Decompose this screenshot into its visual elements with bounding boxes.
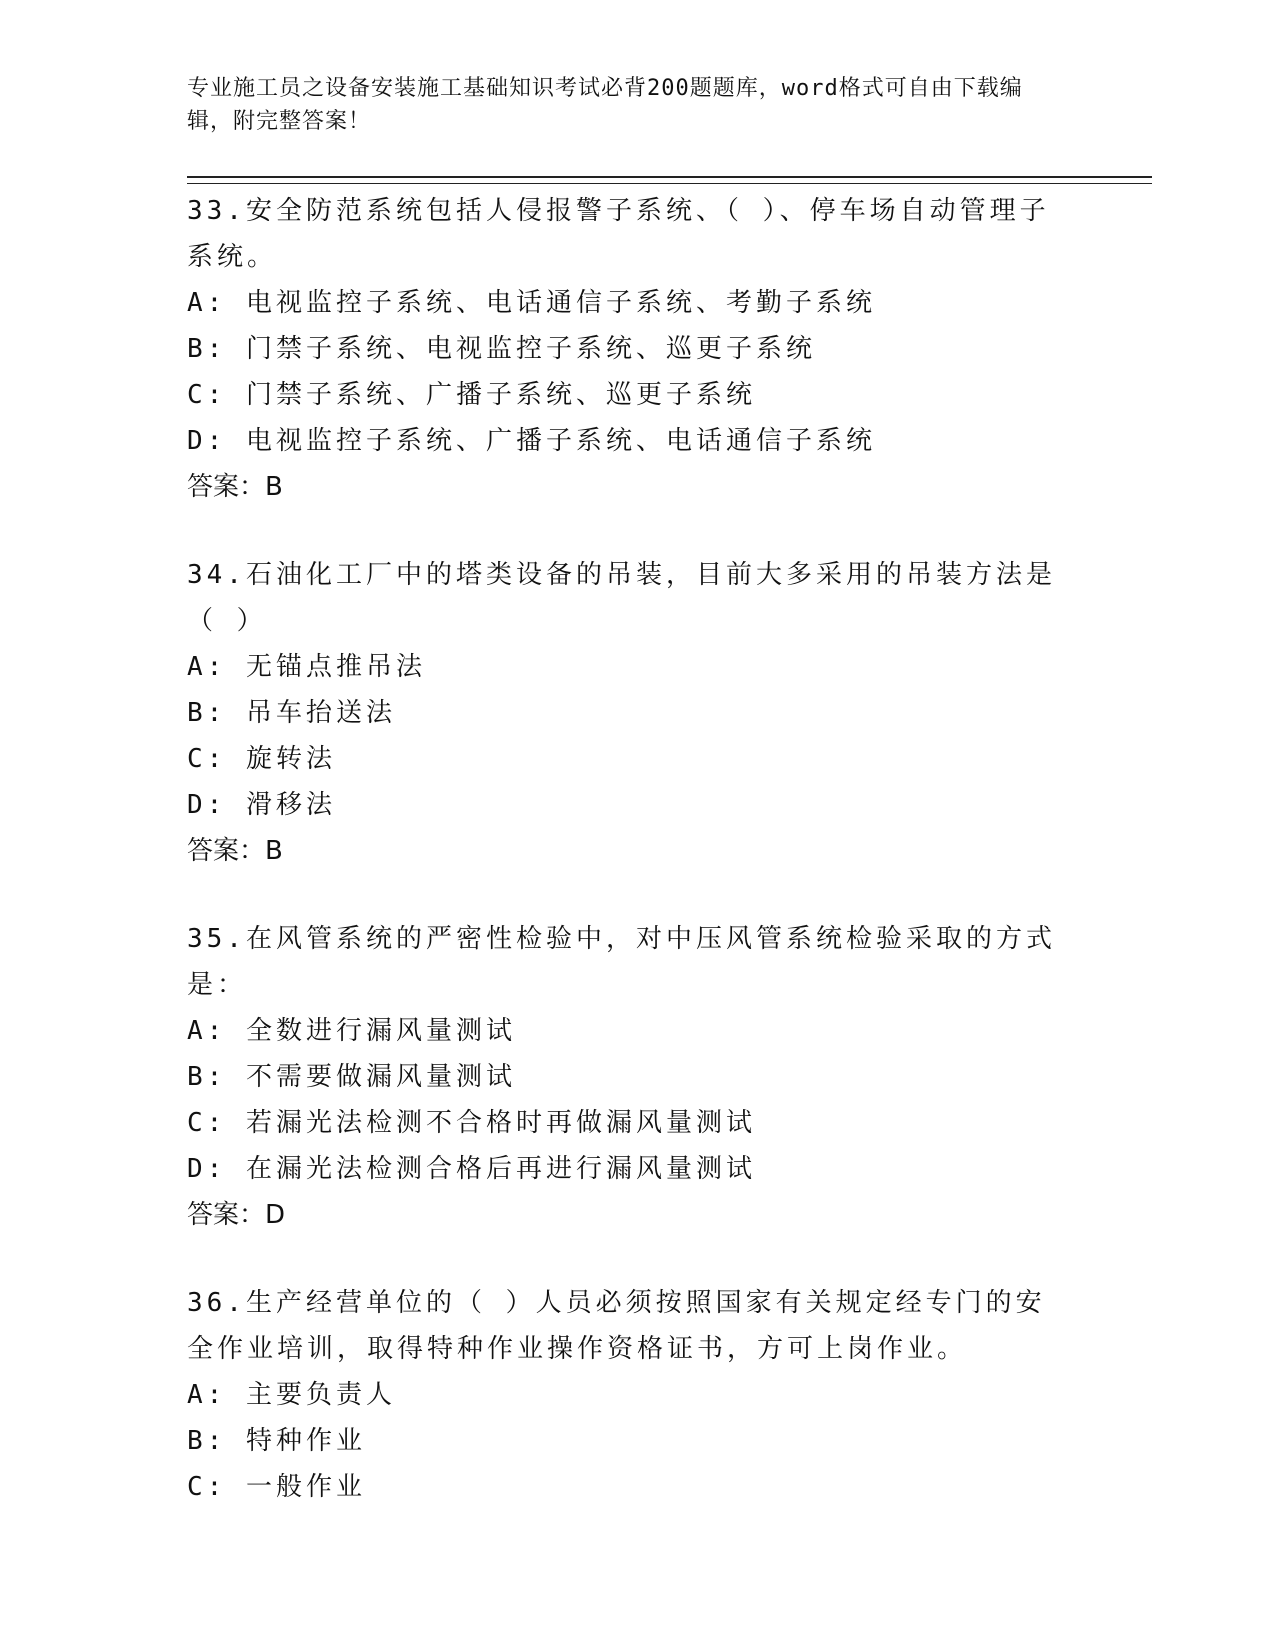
question-stem: 33.安全防范系统包括人侵报警子系统、（ ）、停车场自动管理子系统。 xyxy=(187,196,1050,272)
answer-text: 答案：D xyxy=(187,1200,286,1230)
answer-text: 答案：B xyxy=(187,836,283,866)
option-c: C: 旋转法 xyxy=(187,744,336,774)
option-b: B: 特种作业 xyxy=(187,1426,366,1456)
option-b: B: 不需要做漏风量测试 xyxy=(187,1062,516,1092)
option-c: C: 若漏光法检测不合格时再做漏风量测试 xyxy=(187,1108,756,1138)
page-header xyxy=(187,72,1067,138)
option-d: D: 电视监控子系统、广播子系统、电话通信子系统 xyxy=(187,426,876,456)
option-a: A: 主要负责人 xyxy=(187,1380,396,1410)
option-b: B: 门禁子系统、电视监控子系统、巡更子系统 xyxy=(187,334,816,364)
option-d: D: 滑移法 xyxy=(187,790,336,820)
question-34 xyxy=(187,552,1067,874)
header-divider xyxy=(187,176,1152,184)
option-c: C: 门禁子系统、广播子系统、巡更子系统 xyxy=(187,380,756,410)
question-stem: 34.石油化工厂中的塔类设备的吊装，目前大多采用的吊装方法是（ ） xyxy=(187,560,1056,636)
option-c: C: 一般作业 xyxy=(187,1472,366,1502)
answer-text: 答案：B xyxy=(187,472,283,502)
question-35 xyxy=(187,916,1067,1238)
option-d: D: 在漏光法检测合格后再进行漏风量测试 xyxy=(187,1154,756,1184)
option-a: A: 无锚点推吊法 xyxy=(187,652,426,682)
question-stem: 36.生产经营单位的（ ）人员必须按照国家有关规定经专门的安全作业培训，取得特种作业操作资格证书，方可上岗作业。 xyxy=(187,1288,1046,1364)
option-a: A: 全数进行漏风量测试 xyxy=(187,1016,516,1046)
option-b: B: 吊车抬送法 xyxy=(187,698,396,728)
question-stem: 35.在风管系统的严密性检验中，对中压风管系统检验采取的方式是： xyxy=(187,924,1056,1000)
document-title: 专业施工员之设备安装施工基础知识考试必背200题题库，word格式可自由下载编辑，附完整答案！ xyxy=(187,76,1023,134)
question-33 xyxy=(187,188,1067,510)
question-36 xyxy=(187,1280,1067,1510)
option-a: A: 电视监控子系统、电话通信子系统、考勤子系统 xyxy=(187,288,876,318)
question-list xyxy=(187,188,1067,1552)
